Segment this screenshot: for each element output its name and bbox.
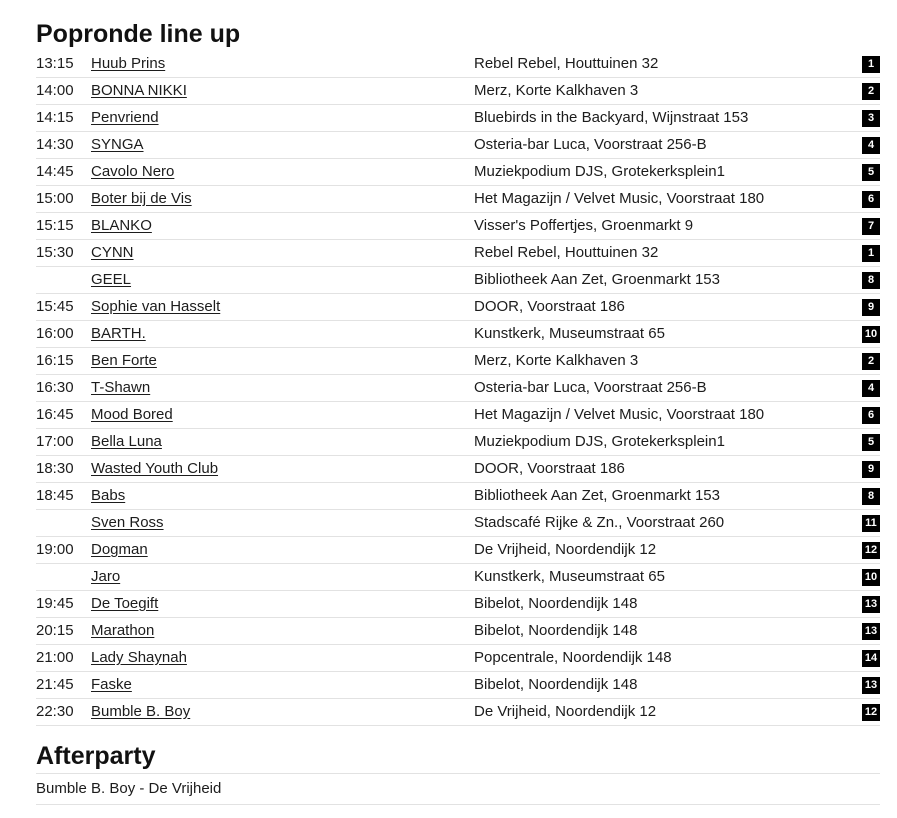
lineup-row [36, 645, 880, 672]
lineup-time: 16:15 [36, 352, 74, 369]
lineup-artist-link[interactable]: Huub Prins [91, 55, 166, 72]
lineup-row [36, 213, 880, 240]
lineup-artist-link[interactable]: Bella Luna [91, 433, 162, 450]
lineup-time: 21:45 [36, 676, 74, 693]
lineup-venue: De Vrijheid, Noordendijk 12 [474, 703, 657, 720]
venue-number-badge: 7 [862, 218, 880, 235]
lineup-row [36, 456, 880, 483]
lineup-time: 18:30 [36, 460, 74, 477]
lineup-artist-link[interactable]: Ben Forte [91, 352, 157, 369]
lineup-time: 22:30 [36, 703, 74, 720]
lineup-artist-link[interactable]: Sven Ross [91, 514, 164, 531]
lineup-venue: Rebel Rebel, Houttuinen 32 [474, 55, 659, 72]
lineup-time: 20:15 [36, 622, 74, 639]
lineup-row [36, 618, 880, 645]
lineup-time: 14:30 [36, 136, 74, 153]
venue-number-badge: 5 [862, 434, 880, 451]
lineup-venue: De Vrijheid, Noordendijk 12 [474, 541, 657, 558]
lineup-venue: Muziekpodium DJS, Grotekerksplein1 [474, 433, 725, 450]
lineup-venue: Bibelot, Noordendijk 148 [474, 622, 638, 639]
lineup-time: 18:45 [36, 487, 74, 504]
lineup-artist-link[interactable]: Bumble B. Boy [91, 703, 191, 720]
lineup-venue: Osteria-bar Luca, Voorstraat 256-B [474, 136, 707, 153]
lineup-row [36, 132, 880, 159]
lineup-artist-link[interactable]: Mood Bored [91, 406, 173, 423]
venue-number-badge: 1 [862, 245, 880, 262]
lineup-row [36, 699, 880, 726]
venue-number-badge: 1 [862, 56, 880, 73]
lineup-row [36, 672, 880, 699]
lineup-artist-link[interactable]: Faske [91, 676, 132, 693]
venue-number-badge: 6 [862, 407, 880, 424]
lineup-time: 16:00 [36, 325, 74, 342]
lineup-row [36, 510, 880, 537]
venue-number-badge: 6 [862, 191, 880, 208]
lineup-time: 16:30 [36, 379, 74, 396]
lineup-row [36, 159, 880, 186]
lineup-venue: Osteria-bar Luca, Voorstraat 256-B [474, 379, 707, 396]
venue-number-badge: 2 [862, 83, 880, 100]
venue-number-badge: 4 [862, 137, 880, 154]
lineup-venue: Visser's Poffertjes, Groenmarkt 9 [474, 217, 694, 234]
lineup-venue: Kunstkerk, Museumstraat 65 [474, 568, 665, 585]
lineup-venue: Merz, Korte Kalkhaven 3 [474, 352, 639, 369]
lineup-venue: Merz, Korte Kalkhaven 3 [474, 82, 639, 99]
venue-number-badge: 10 [862, 326, 880, 343]
lineup-artist-link[interactable]: BARTH. [91, 325, 146, 342]
lineup-time: 15:00 [36, 190, 74, 207]
venue-number-badge: 2 [862, 353, 880, 370]
venue-number-badge: 9 [862, 299, 880, 316]
lineup-row [36, 78, 880, 105]
venue-number-badge: 8 [862, 488, 880, 505]
lineup-venue: Popcentrale, Noordendijk 148 [474, 649, 672, 666]
lineup-row [36, 186, 880, 213]
page-content [36, 18, 880, 805]
afterparty-title: Afterparty [36, 740, 880, 774]
lineup-artist-link[interactable]: Boter bij de Vis [91, 190, 192, 207]
venue-number-badge: 9 [862, 461, 880, 478]
lineup-venue: Bibelot, Noordendijk 148 [474, 595, 638, 612]
lineup-artist-link[interactable]: BONNA NIKKI [91, 82, 187, 99]
venue-number-badge: 11 [862, 515, 880, 532]
lineup-artist-link[interactable]: Lady Shaynah [91, 649, 187, 666]
venue-number-badge: 13 [862, 623, 880, 640]
lineup-artist-link[interactable]: Dogman [91, 541, 148, 558]
venue-number-badge: 10 [862, 569, 880, 586]
lineup-row [36, 105, 880, 132]
lineup-time: 15:45 [36, 298, 74, 315]
lineup-artist-link[interactable]: SYNGA [91, 136, 144, 153]
lineup-venue: Bluebirds in the Backyard, Wijnstraat 153 [474, 109, 749, 126]
lineup-artist-link[interactable]: Jaro [91, 568, 121, 585]
lineup-artist-link[interactable]: Sophie van Hasselt [91, 298, 221, 315]
lineup-row [36, 240, 880, 267]
lineup-venue: Muziekpodium DJS, Grotekerksplein1 [474, 163, 725, 180]
lineup-artist-link[interactable]: CYNN [91, 244, 134, 261]
lineup-time: 14:15 [36, 109, 74, 126]
lineup-venue: Kunstkerk, Museumstraat 65 [474, 325, 665, 342]
page-title: Popronde line up [36, 20, 241, 48]
lineup-row [36, 267, 880, 294]
lineup-venue: Stadscafé Rijke & Zn., Voorstraat 260 [474, 514, 725, 531]
lineup-row [36, 429, 880, 456]
lineup-venue: Bibliotheek Aan Zet, Groenmarkt 153 [474, 271, 720, 288]
venue-number-badge: 14 [862, 650, 880, 667]
venue-number-badge: 8 [862, 272, 880, 289]
lineup-artist-link[interactable]: GEEL [91, 271, 132, 288]
lineup-artist-link[interactable]: Wasted Youth Club [91, 460, 219, 477]
lineup-venue: Rebel Rebel, Houttuinen 32 [474, 244, 659, 261]
lineup-venue: Het Magazijn / Velvet Music, Voorstraat 180 [474, 190, 765, 207]
lineup-row [36, 294, 880, 321]
venue-number-badge: 4 [862, 380, 880, 397]
lineup-artist-link[interactable]: Cavolo Nero [91, 163, 175, 180]
venue-number-badge: 13 [862, 596, 880, 613]
lineup-row [36, 591, 880, 618]
lineup-artist-link[interactable]: De Toegift [91, 595, 159, 612]
lineup-row [36, 375, 880, 402]
lineup-list [36, 51, 880, 726]
lineup-time: 19:45 [36, 595, 74, 612]
lineup-time: 14:45 [36, 163, 74, 180]
venue-number-badge: 12 [862, 542, 880, 559]
lineup-row [36, 51, 880, 78]
lineup-artist-link[interactable]: Penvriend [91, 109, 159, 126]
afterparty-text: Bumble B. Boy - De Vrijheid [36, 774, 880, 805]
venue-number-badge: 13 [862, 677, 880, 694]
lineup-row [36, 564, 880, 591]
lineup-row [36, 402, 880, 429]
lineup-artist-link[interactable]: T-Shawn [91, 379, 151, 396]
lineup-artist-link[interactable]: Marathon [91, 622, 155, 639]
lineup-venue: DOOR, Voorstraat 186 [474, 460, 625, 477]
lineup-time: 15:30 [36, 244, 74, 261]
lineup-row [36, 321, 880, 348]
lineup-row [36, 348, 880, 375]
venue-number-badge: 3 [862, 110, 880, 127]
lineup-artist-link[interactable]: BLANKO [91, 217, 152, 234]
lineup-row [36, 537, 880, 564]
lineup-time: 16:45 [36, 406, 74, 423]
lineup-time: 13:15 [36, 55, 74, 72]
lineup-venue: Het Magazijn / Velvet Music, Voorstraat 180 [474, 406, 765, 423]
venue-number-badge: 12 [862, 704, 880, 721]
lineup-time: 21:00 [36, 649, 74, 666]
lineup-row [36, 483, 880, 510]
lineup-venue: DOOR, Voorstraat 186 [474, 298, 625, 315]
lineup-time: 17:00 [36, 433, 74, 450]
lineup-time: 15:15 [36, 217, 74, 234]
lineup-venue: Bibelot, Noordendijk 148 [474, 676, 638, 693]
lineup-time: 19:00 [36, 541, 74, 558]
venue-number-badge: 5 [862, 164, 880, 181]
lineup-time: 14:00 [36, 82, 74, 99]
lineup-artist-link[interactable]: Babs [91, 487, 126, 504]
lineup-venue: Bibliotheek Aan Zet, Groenmarkt 153 [474, 487, 720, 504]
